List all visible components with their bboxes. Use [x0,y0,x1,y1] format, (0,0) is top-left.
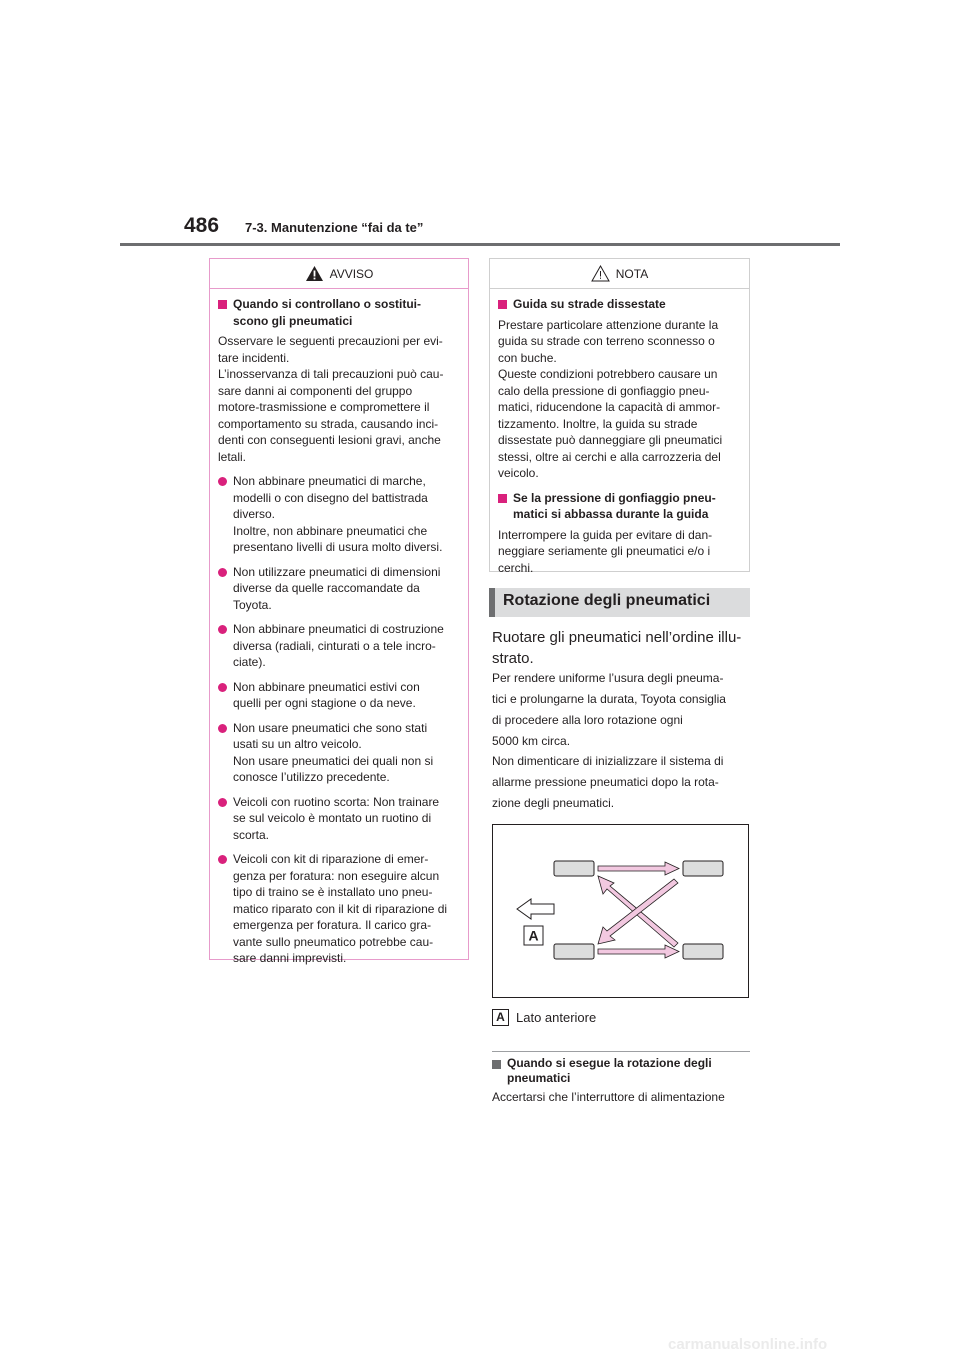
warning-bullet [218,473,459,556]
round-bullet-icon [218,568,227,577]
note-box [489,258,750,575]
warning-heading-text: Quando si controllano o sostitui- scono gli pneumatici [233,297,421,328]
warning-intro: Osservare le seguenti precauzioni per evi- tare incidenti. L’inosservanza di tali precauzioni può cau- sare danni ai componenti del gruppo motore-trasmissione e compromettere il comportamento su strada, causando inci- denti con conseguenti lesioni gravi, anche letali. [218,334,444,464]
tire-rotation-diagram [492,824,749,998]
warning-bullet-text: Non usare pneumatici che sono stati usati su un altro veicolo. Non usare pneumatici dei quali non si conosce l’utilizzo precedente. [233,720,434,784]
section-title-accent [489,588,495,617]
figure-legend [492,1009,596,1026]
square-bullet-icon [218,300,227,309]
tire-front-left [554,861,594,876]
watermark: carmanualsonline.info [668,1336,828,1353]
figure-label: A [528,927,539,944]
warning-box [209,258,469,965]
warning-bullet [218,851,459,967]
tire-rear-right [683,944,723,959]
section-title: Rotazione degli pneumatici [503,592,711,609]
legend-key: A [492,1009,509,1026]
warning-box-title [210,259,468,289]
round-bullet-icon [218,798,227,807]
round-bullet-icon [218,855,227,864]
warning-bullet-text: Veicoli con kit di riparazione di emer- genza per foratura: non eseguire alcun tipo di traino se è installato uno pneu- matico riparato con il kit di riparazione di emergenza per foratura. Il carico gra- vante sullo pneumatico potrebbe cau- sare danni imprevisti. [233,852,448,965]
warning-triangle-icon [305,265,324,282]
note-heading-2-text: Se la pressione di gonfiaggio pneu- matici si abbassa durante la guida [513,490,716,521]
round-bullet-icon [218,683,227,692]
note-text-1: Prestare particolare attenzione durante la guida su strade con terreno sconnesso o con buche. Queste condizioni potrebbero causare un calo della pressione di gonfiaggio pneu- matici, riducendone la capacità di ammor- tizzamento. Inoltre, la guida su strade dissestate può danneggiare gli pneumatici stessi, oltre ai cerchi e alla carrozzeria del veicolo. [498,317,723,480]
round-bullet-icon [218,477,227,486]
note-text-2: Interrompere la guida per evitare di dan- neggiare seriamente gli pneumatici e/o i cerchi. [498,527,713,575]
section-title-bar [489,588,750,617]
note-title: NOTA [615,266,649,281]
rotation-intro: Ruotare gli pneumatici nell’ordine illu- strato. [492,629,742,667]
warning-bullet [218,621,459,671]
warning-bullet [218,564,459,614]
section-header: 7-3. Manutenzione “fai da te” [245,220,424,235]
front-direction-arrow [517,899,554,919]
warning-bullet-text: Non abbinare pneumatici di marche, modelli o con disegno del battistrada diverso. Inoltre, non abbinare pneumatici che presentano livelli di usura molto diversi. [233,474,443,554]
tire-rear-left [554,944,594,959]
warning-bullet [218,679,459,712]
warning-bullet [218,794,459,844]
warning-heading [218,296,459,329]
warning-bullet-text: Veicoli con ruotino scorta: Non trainare se sul veicolo è montato un ruotino di scorta. [233,794,440,842]
caution-triangle-icon [591,265,610,282]
warning-bullet-text: Non abbinare pneumatici estivi con quelli per ogni stagione o da neve. [233,679,420,710]
note-heading-2 [498,490,740,523]
rotation-paragraph-2: Non dimenticare di inizializzare il sistema di allarme pressione pneumatici dopo la rota- zione degli pneumatici. [492,754,724,810]
note-heading-1-text: Guida su strade dissestate [513,297,666,311]
header-rule [120,243,840,246]
note-box-title [490,259,749,289]
page-number: 486 [184,214,220,237]
tire-front-right [683,861,723,876]
rotation-paragraph-1: Per rendere uniforme l’usura degli pneuma- tici e prolungarne la durata, Toyota consiglia di procedere alla loro rotazione ogni 5000 km circa. [492,671,726,748]
square-bullet-icon [498,300,507,309]
square-bullet-icon [492,1060,501,1069]
warning-title: AVVISO [329,266,374,281]
warning-bullet-text: Non abbinare pneumatici di costruzione diversa (radiali, cinturati o a tele incro- ciate). [233,622,444,669]
divider [492,1051,750,1052]
legend-text: Lato anteriore [516,1010,597,1025]
bottom-heading-text: Quando si esegue la rotazione degli pneumatici [507,1056,712,1085]
square-bullet-icon [498,494,507,503]
note-heading-1 [498,296,740,313]
rotation-arrow-top [598,862,679,875]
warning-bullet-text: Non utilizzare pneumatici di dimensioni diverse da quelle raccomandate da Toyota. [233,564,441,612]
warning-bullet [218,720,459,786]
round-bullet-icon [218,724,227,733]
bottom-text: Accertarsi che l’interruttore di alimentazione [492,1090,725,1104]
bottom-heading [492,1056,750,1086]
round-bullet-icon [218,625,227,634]
rotation-arrow-bottom [598,945,679,958]
